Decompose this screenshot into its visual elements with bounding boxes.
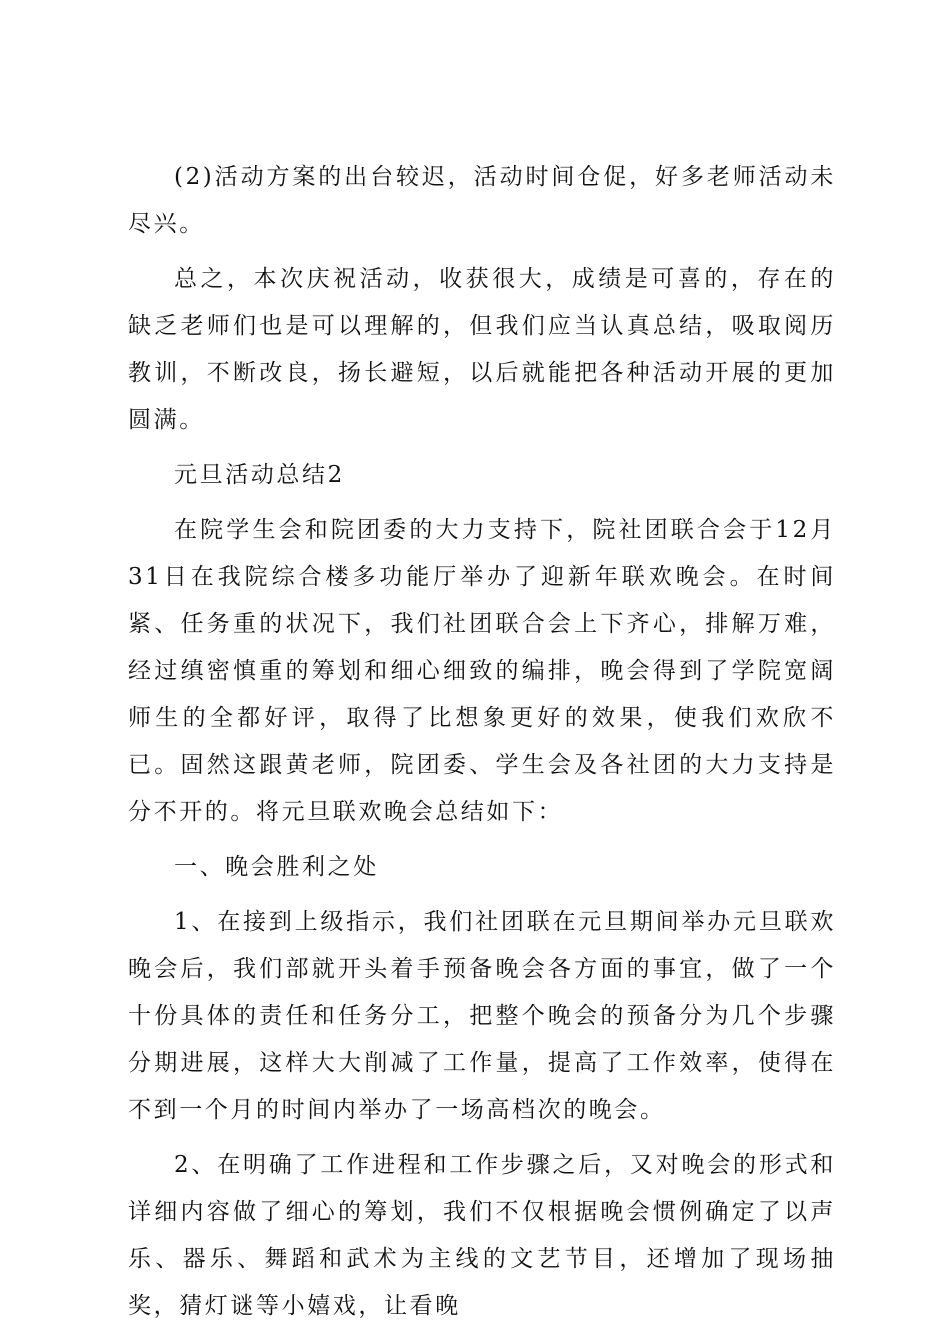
paragraph-5: 2、在明确了工作进程和工作步骤之后，又对晚会的形式和详细内容做了细心的筹划，我们不仅根据晚会惯例确定了以声乐、器乐、舞蹈和武术为主线的文艺节目，还增加了现场抽奖，猜灯谜等小嬉戏，让看晚 bbox=[128, 1152, 836, 1319]
paragraph-2: 总之，本次庆祝活动，收获很大，成绩是可喜的，存在的缺乏老师们也是可以理解的，但我们应当认真总结，吸取阅历教训，不断改良，扬长避短，以后就能把各种活动开展的更加圆满。 bbox=[128, 266, 836, 433]
section-title: 元旦活动总结2 bbox=[174, 462, 345, 488]
paragraph-1: (2)活动方案的出台较迟，活动时间仓促，好多老师活动未尽兴。 bbox=[128, 164, 836, 237]
subsection-title: 一、晚会胜利之处 bbox=[174, 854, 379, 880]
document-body bbox=[128, 154, 836, 1338]
paragraph-3: 在院学生会和院团委的大力支持下，院社团联合会于12月31日在我院综合楼多功能厅举办了迎新年联欢晚会。在时间紧、任务重的状况下，我们社团联合会上下齐心，排解万难，经过缜密慎重的筹划和细心细致的编排，晚会得到了学院宽阔师生的全都好评，取得了比想象更好的效果，使我们欢欣不已。固然这跟黄老师，院团委、学生会及各社团的大力支持是分不开的。将元旦联欢晚会总结如下： bbox=[128, 517, 836, 825]
paragraph-4: 1、在接到上级指示，我们社团联在元旦期间举办元旦联欢晚会后，我们部就开头着手预备晚会各方面的事宜，做了一个十份具体的责任和任务分工，把整个晚会的预备分为几个步骤分期进展，这样大大削减了工作量，提高了工作效率，使得在不到一个月的时间内举办了一场高档次的晚会。 bbox=[128, 909, 836, 1123]
